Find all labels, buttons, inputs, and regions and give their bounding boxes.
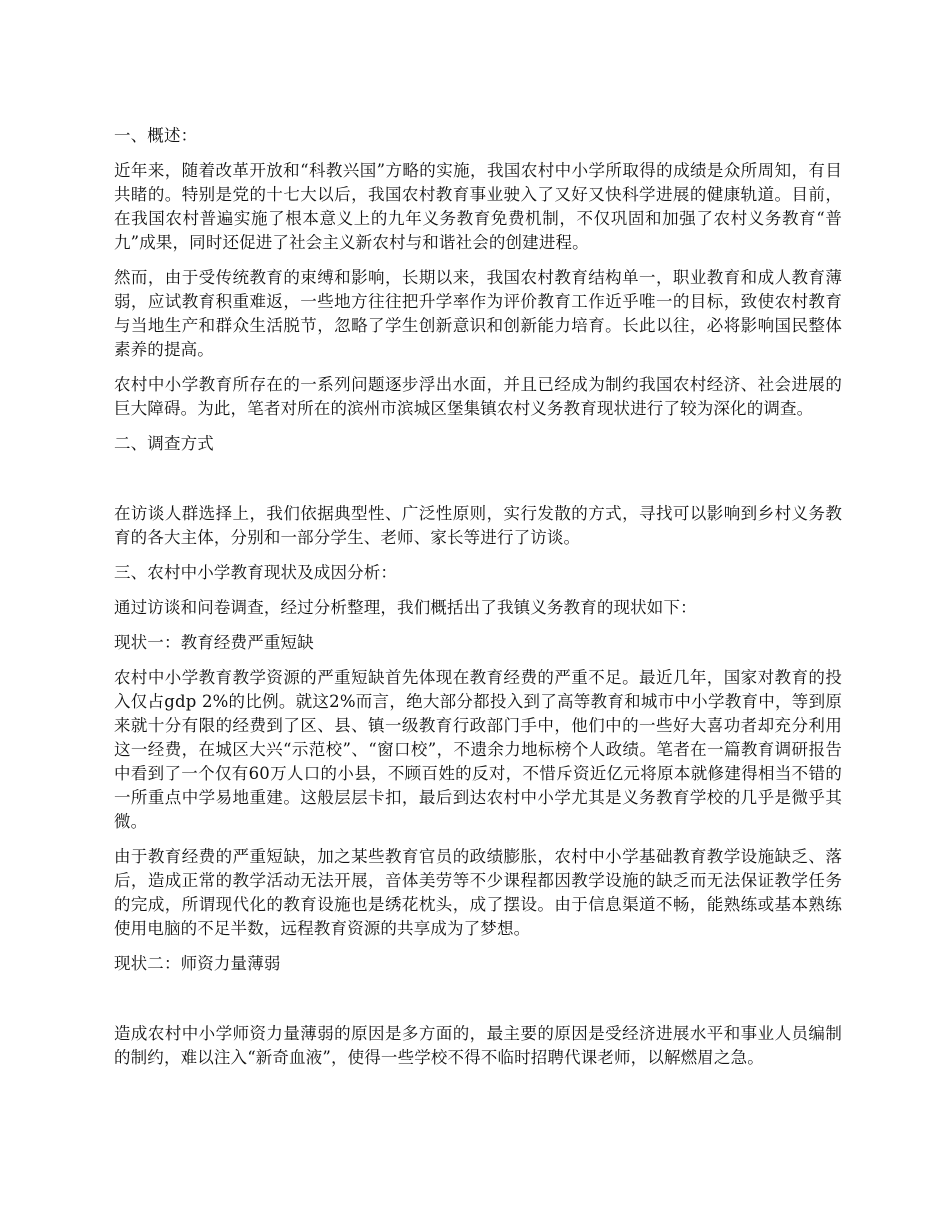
- section-heading-analysis: 三、农村中小学教育现状及成因分析：: [114, 563, 398, 582]
- subheading-status-two: 现状二：师资力量薄弱: [114, 954, 281, 973]
- section-heading-overview: 一、概述：: [114, 126, 198, 145]
- paragraph-funding: 农村中小学教育教学资源的严重短缺首先体现在教育经费的严重不足。最近几年，国家对教育的投入仅占gdp 2%的比例。就这2%而言，绝大部分都投入到了高等教育和城市中小学教育中，等到原来就十分有限的经费到了区、县、镇一级教育行政部门手中，他们中的一些好大喜功者却充分利用这一经费，在城区大兴“示范校”、“窗口校”，不遗余力地标榜个人政绩。笔者在一篇教育调研报告中看到了一个仅有60万人口的小县，不顾百姓的反对，不惜斥资近亿元将原本就修建得相当不错的一所重点中学易地重建。这般层层卡扣，最后到达农村中小学尤其是义务教育学校的几乎是微乎其微。: [114, 668, 842, 831]
- paragraph-method: 在访谈人群选择上，我们依据典型性、广泛性原则，实行发散的方式，寻找可以影响到乡村义务教育的各大主体，分别和一部分学生、老师、家长等进行了访谈。: [114, 504, 842, 547]
- paragraph-summary: 通过访谈和问卷调查，经过分析整理，我们概括出了我镇义务教育的现状如下：: [114, 598, 697, 617]
- subheading-status-one: 现状一：教育经费严重短缺: [114, 633, 314, 652]
- section-heading-method: 二、调查方式: [114, 434, 214, 453]
- paragraph-teachers: 造成农村中小学师资力量薄弱的原因是多方面的，最主要的原因是受经济进展水平和事业人员编制的制约，难以注入“新奇血液”，使得一些学校不得不临时招聘代课老师，以解燃眉之急。: [114, 1024, 842, 1067]
- document-body: [114, 124, 842, 1070]
- paragraph-facilities: 由于教育经费的严重短缺，加之某些教育官员的政绩膨胀，农村中小学基础教育教学设施缺乏、落后，造成正常的教学活动无法开展，音体美劳等不少课程都因教学设施的缺乏而无法保证教学任务的完成，所谓现代化的教育设施也是绣花枕头，成了摆设。由于信息渠道不畅，能熟练或基本熟练使用电脑的不足半数，远程教育资源的共享成为了梦想。: [114, 847, 842, 938]
- paragraph-problems: 然而，由于受传统教育的束缚和影响，长期以来，我国农村教育结构单一，职业教育和成人教育薄弱，应试教育积重难返，一些地方往往把升学率作为评价教育工作近乎唯一的目标，致使农村教育与当地生产和群众生活脱节，忽略了学生创新意识和创新能力培育。长此以往，必将影响国民整体素养的提高。: [114, 268, 842, 359]
- paragraph-obstacles: 农村中小学教育所存在的一系列问题逐步浮出水面，并且已经成为制约我国农村经济、社会进展的巨大障碍。为此，笔者对所在的滨州市滨城区堡集镇农村义务教育现状进行了较为深化的调查。: [114, 375, 842, 418]
- paragraph-intro: 近年来，随着改革开放和“科教兴国”方略的实施，我国农村中小学所取得的成绩是众所周知，有目共睹的。特别是党的十七大以后，我国农村教育事业驶入了又好又快科学进展的健康轨道。目前，在我国农村普遍实施了根本意义上的九年义务教育免费机制，不仅巩固和加强了农村义务教育“普九”成果，同时还促进了社会主义新农村与和谐社会的创建进程。: [114, 161, 842, 252]
